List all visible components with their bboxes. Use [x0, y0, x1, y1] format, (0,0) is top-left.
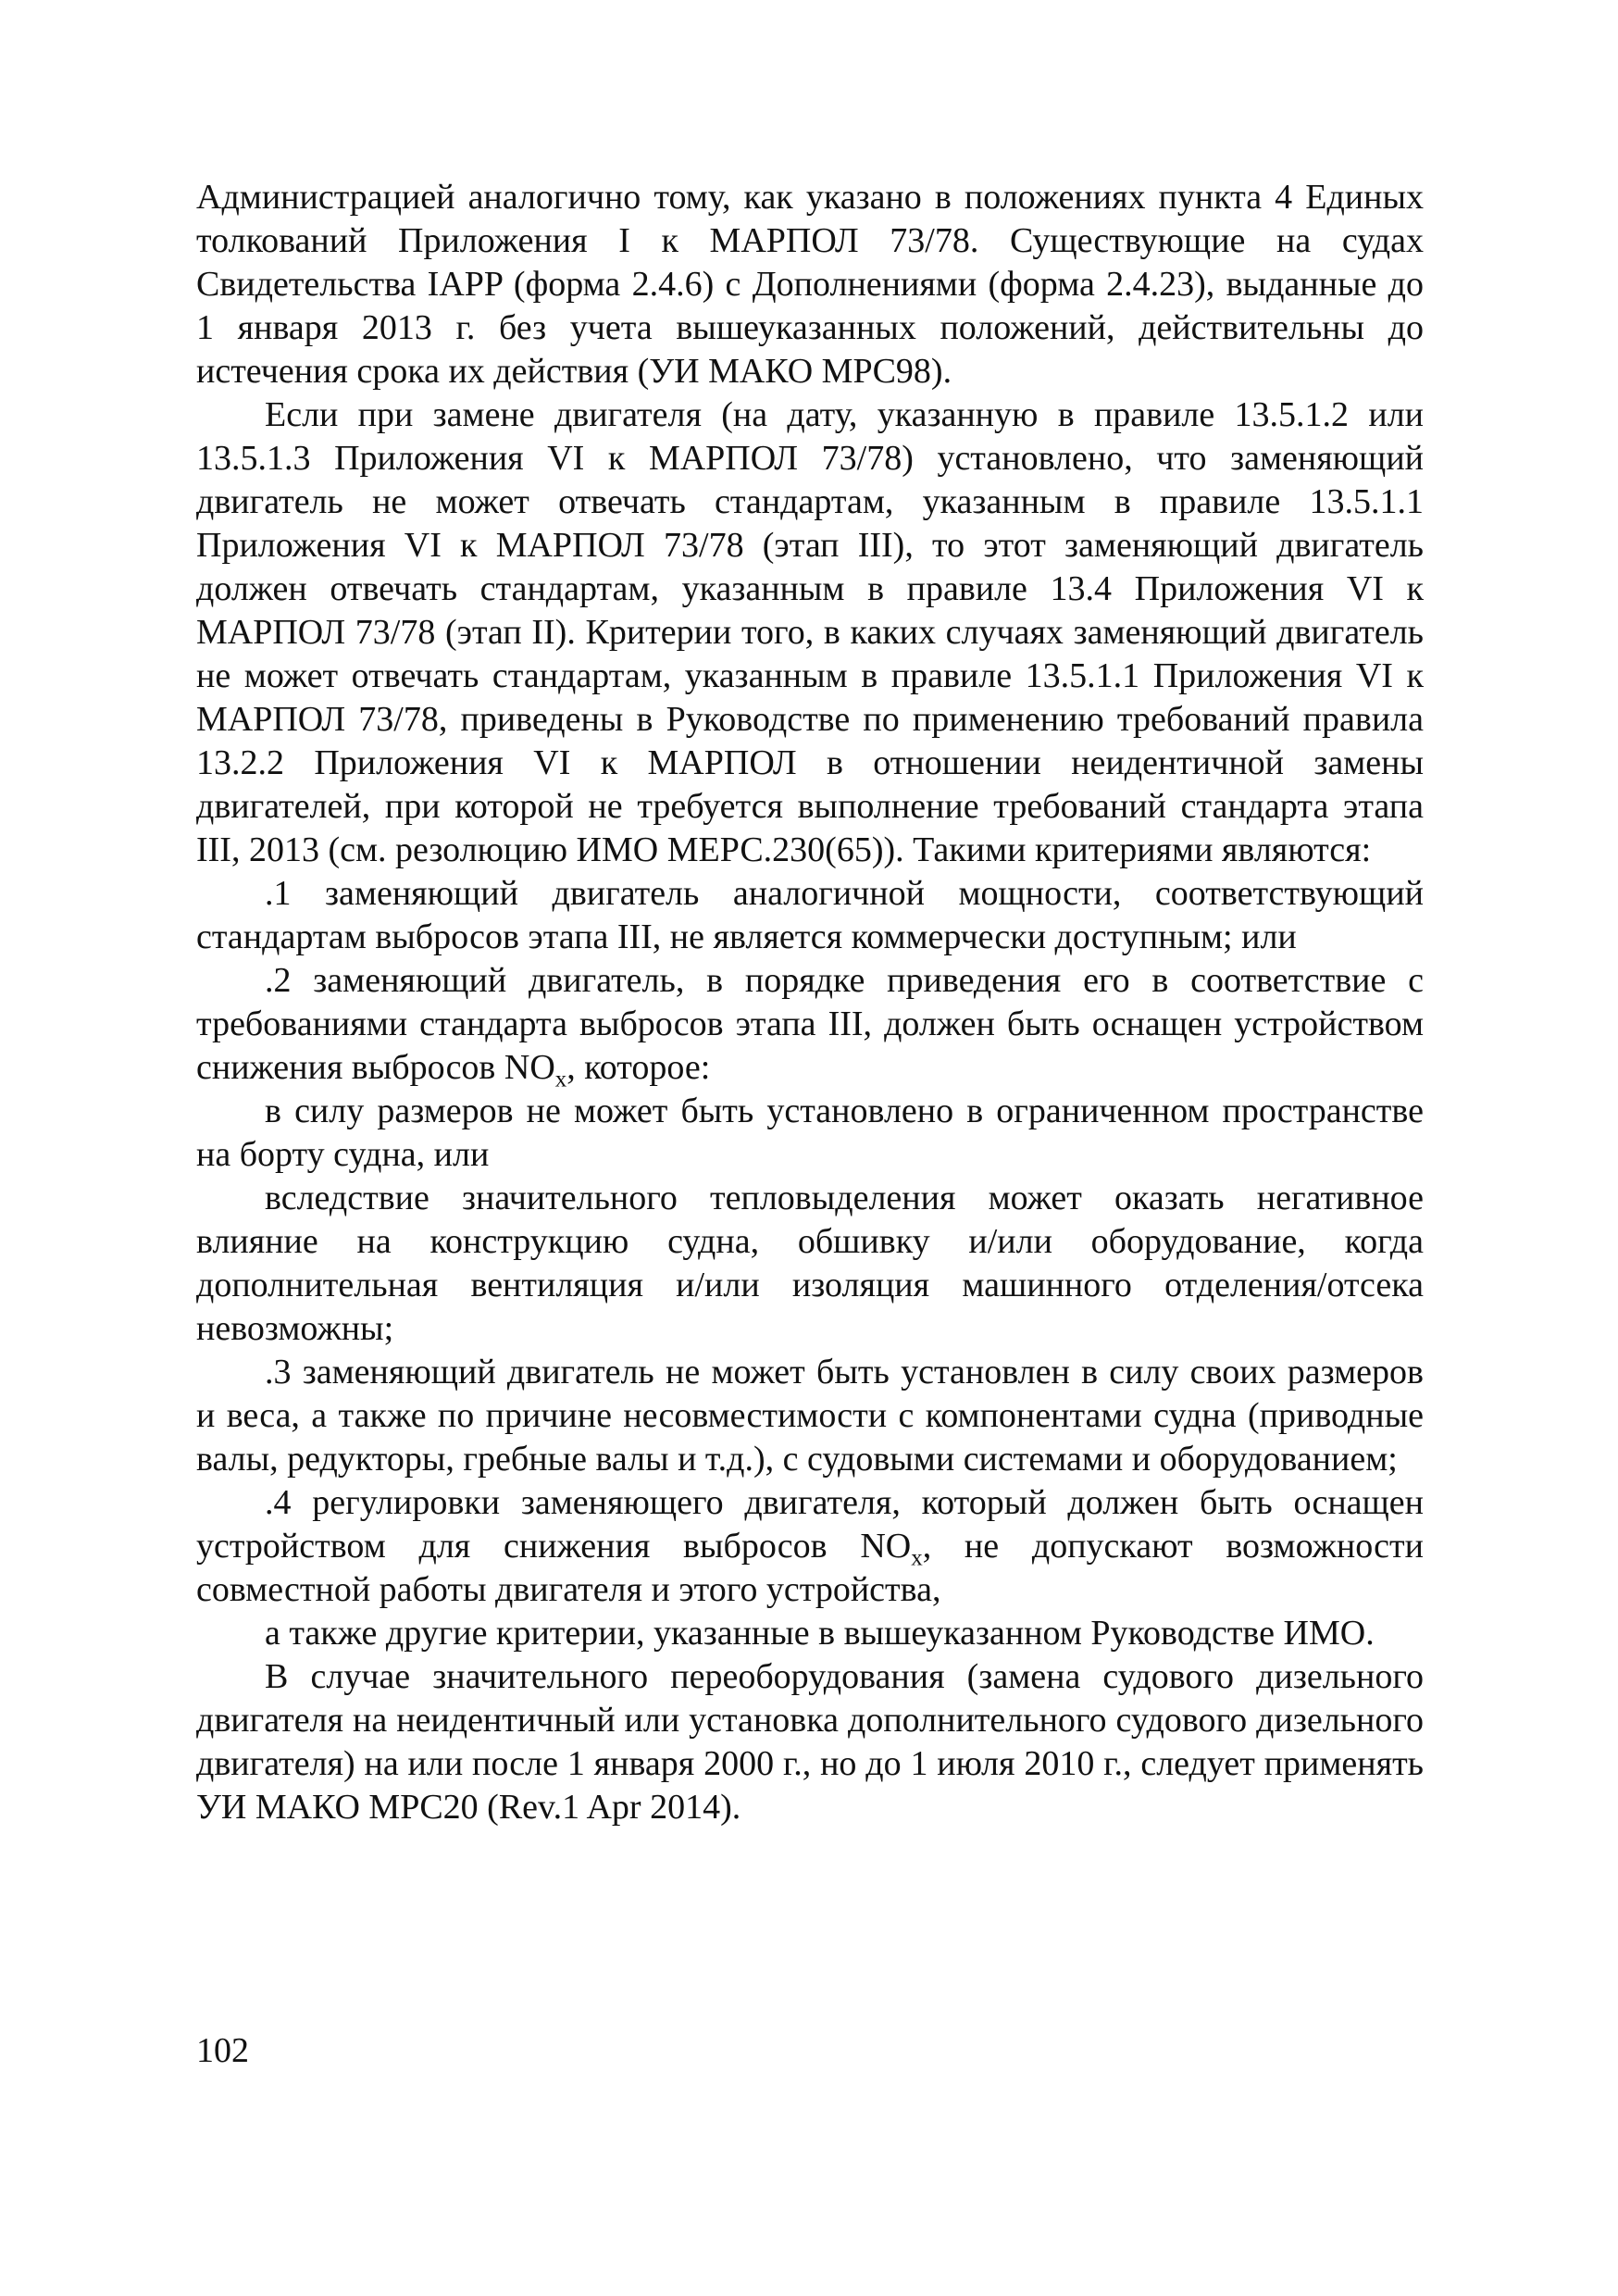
criterion-1: [196, 872, 1424, 959]
criterion-3: [196, 1351, 1424, 1481]
paragraph-text-end: , не допускают возможности совместной работы двигателя и этого устройства,: [196, 1527, 1424, 1609]
paragraph-text: вследствие значительного тепловыделения может оказать негативное влияние на конструкцию судна, обшивку и/или оборудование, когда дополнительная вентиляция и/или изоляция машинного отделения/отсека невозможны;: [196, 1179, 1424, 1348]
criterion-2-heat: [196, 1177, 1424, 1351]
page-number: 102: [196, 2031, 249, 2070]
paragraph-text: .3 заменяющий двигатель не может быть установлен в силу своих размеров и веса, а также по причине несовместимости с компонентами судна (приводные валы, редукторы, гребные валы и т.д.), с судовыми системами и оборудованием;: [196, 1353, 1424, 1479]
paragraph-text: .2 заменяющий двигатель, в порядке приведения его в соответствие с требованиями стандарта выбросов этапа III, должен быть оснащен устройством снижения выбросов NO: [196, 961, 1424, 1087]
paragraph-text: а также другие критерии, указанные в вышеуказанном Руководстве ИМО.: [265, 1614, 1375, 1653]
criterion-4: [196, 1481, 1424, 1612]
paragraph-text: .4 регулировки заменяющего двигателя, который должен быть оснащен устройством для снижения выбросов NO: [196, 1483, 1424, 1566]
criterion-2: [196, 959, 1424, 1090]
paragraph-replacement-engine: [196, 393, 1424, 872]
nox-subscript: x: [911, 1545, 923, 1571]
paragraph-text: Администрацией аналогично тому, как указано в положениях пункта 4 Единых толкований Приложения I к МАРПОЛ 73/78. Существующие на судах Свидетельства IAPP (форма 2.4.6) с Дополнениями (форма 2.4.23), выданные до 1 января 2013 г. без учета вышеуказанных положений, действительны до истечения срока их действия (УИ МАКО MPC98).: [196, 178, 1424, 391]
criterion-2-space: [196, 1090, 1424, 1177]
paragraph-iapp-certificates: [196, 176, 1424, 393]
paragraph-other-criteria: [196, 1612, 1424, 1655]
paragraph-text: .1 заменяющий двигатель аналогичной мощности, соответствующий стандартам выбросов этапа III, не является коммерчески доступным; или: [196, 874, 1424, 956]
nox-subscript: x: [554, 1067, 567, 1092]
paragraph-major-conversion: [196, 1655, 1424, 1829]
paragraph-text: В случае значительного переоборудования (замена судового дизельного двигателя на неидентичный или установка дополнительного судового дизельного двигателя) на или после 1 января 2000 г., но до 1 июля 2010 г., следует применять УИ МАКО MPC20 (Rev.1 Apr 2014).: [196, 1657, 1424, 1827]
body-text: [196, 176, 1424, 1829]
paragraph-text-end: , которое:: [566, 1048, 711, 1087]
paragraph-text: в силу размеров не может быть установлено в ограниченном пространстве на борту судна, или: [196, 1092, 1424, 1174]
paragraph-text: Если при замене двигателя (на дату, указанную в правиле 13.5.1.2 или 13.5.1.3 Приложения VI к МАРПОЛ 73/78) установлено, что заменяющий двигатель не может отвечать стандартам, указанным в правиле 13.5.1.1 Приложения VI к МАРПОЛ 73/78 (этап III), то этот заменяющий двигатель должен отвечать стандартам, указанным в правиле 13.4 Приложения VI к МАРПОЛ 73/78 (этап II). Критерии того, в каких случаях заменяющий двигатель не может отвечать стандартам, указанным в правиле 13.5.1.1 Приложения VI к МАРПОЛ 73/78, приведены в Руководстве по применению требований правила 13.2.2 Приложения VI к МАРПОЛ в отношении неидентичной замены двигателей, при которой не требуется выполнение требований стандарта этапа III, 2013 (см. резолюцию ИМО МЕРС.230(65)). Такими критериями являются:: [196, 395, 1424, 869]
